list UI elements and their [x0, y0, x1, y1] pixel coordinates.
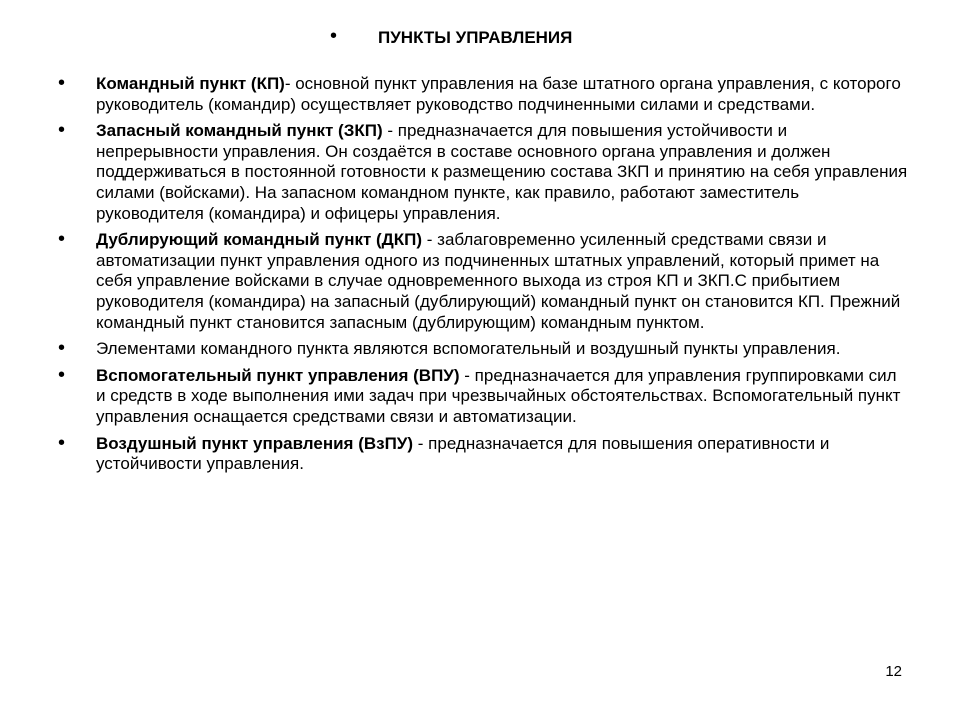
- item-term: Запасный командный пункт (ЗКП): [96, 121, 383, 141]
- page-number: 12: [885, 663, 902, 680]
- definition-list: [58, 74, 908, 481]
- item-bullet: •: [58, 119, 66, 142]
- title-bullet: •: [330, 25, 338, 47]
- item-text: - предназначается для повышения устойчивости и непрерывности управления. Он создаётся в составе основного органа управления и должен поддерживаться в постоянной готовности к размещению состава ЗКП и принятию на себя управления силами (войсками). На запасном командном пункте, как правило, работают заместитель руководителя (командира) и офицеры управления.: [96, 121, 908, 223]
- list-item-auxiliary-control-post: [58, 363, 908, 428]
- title-text: ПУНКТЫ УПРАВЛЕНИЯ: [378, 28, 573, 47]
- item-text: - основной пункт управления на базе штатного органа управления, с которого руководитель (командир) осуществляет руководство подчиненными силами и средствами.: [96, 74, 901, 114]
- item-text: - заблаговременно усиленный средствами связи и автоматизации пункт управления одного из подчиненных штатных управлений, который примет на себя управление войсками в случае одновременного выхода из строя КП и ЗКП.С прибытием руководителя (командира) на запасный (дублирующий) командный пункт он становится КП. Прежний командный пункт становится запасным (дублирующим) командным пунктом.: [96, 230, 901, 332]
- item-text: - предназначается для повышения оперативности и устойчивости управления.: [96, 433, 830, 474]
- list-item-command-post-elements: [58, 339, 908, 360]
- item-bullet: •: [58, 228, 66, 251]
- list-item-reserve-command-post: [58, 121, 908, 224]
- item-text: Элементами командного пункта являются вспомогательный и воздушный пункты управления.: [96, 339, 841, 359]
- list-item-airborne-control-post: [58, 431, 908, 475]
- item-bullet: •: [58, 363, 66, 386]
- item-term: Вспомогательный пункт управления (ВПУ): [96, 365, 460, 385]
- item-term: Командный пункт (КП): [96, 74, 285, 93]
- item-term: Дублирующий командный пункт (ДКП): [96, 230, 423, 250]
- item-bullet: •: [58, 337, 66, 360]
- item-text: - предназначается для управления группировками сил и средств в ходе выполнения ими задач при чрезвычайных обстоятельствах. Вспомогательный пункт управления оснащается средствами связи и автоматизации.: [96, 365, 901, 426]
- item-term: Воздушный пункт управления (ВзПУ): [96, 433, 414, 453]
- list-item-command-post: [58, 74, 908, 115]
- item-bullet: •: [58, 72, 66, 94]
- item-bullet: •: [58, 431, 66, 454]
- list-item-duplicate-command-post: [58, 230, 908, 333]
